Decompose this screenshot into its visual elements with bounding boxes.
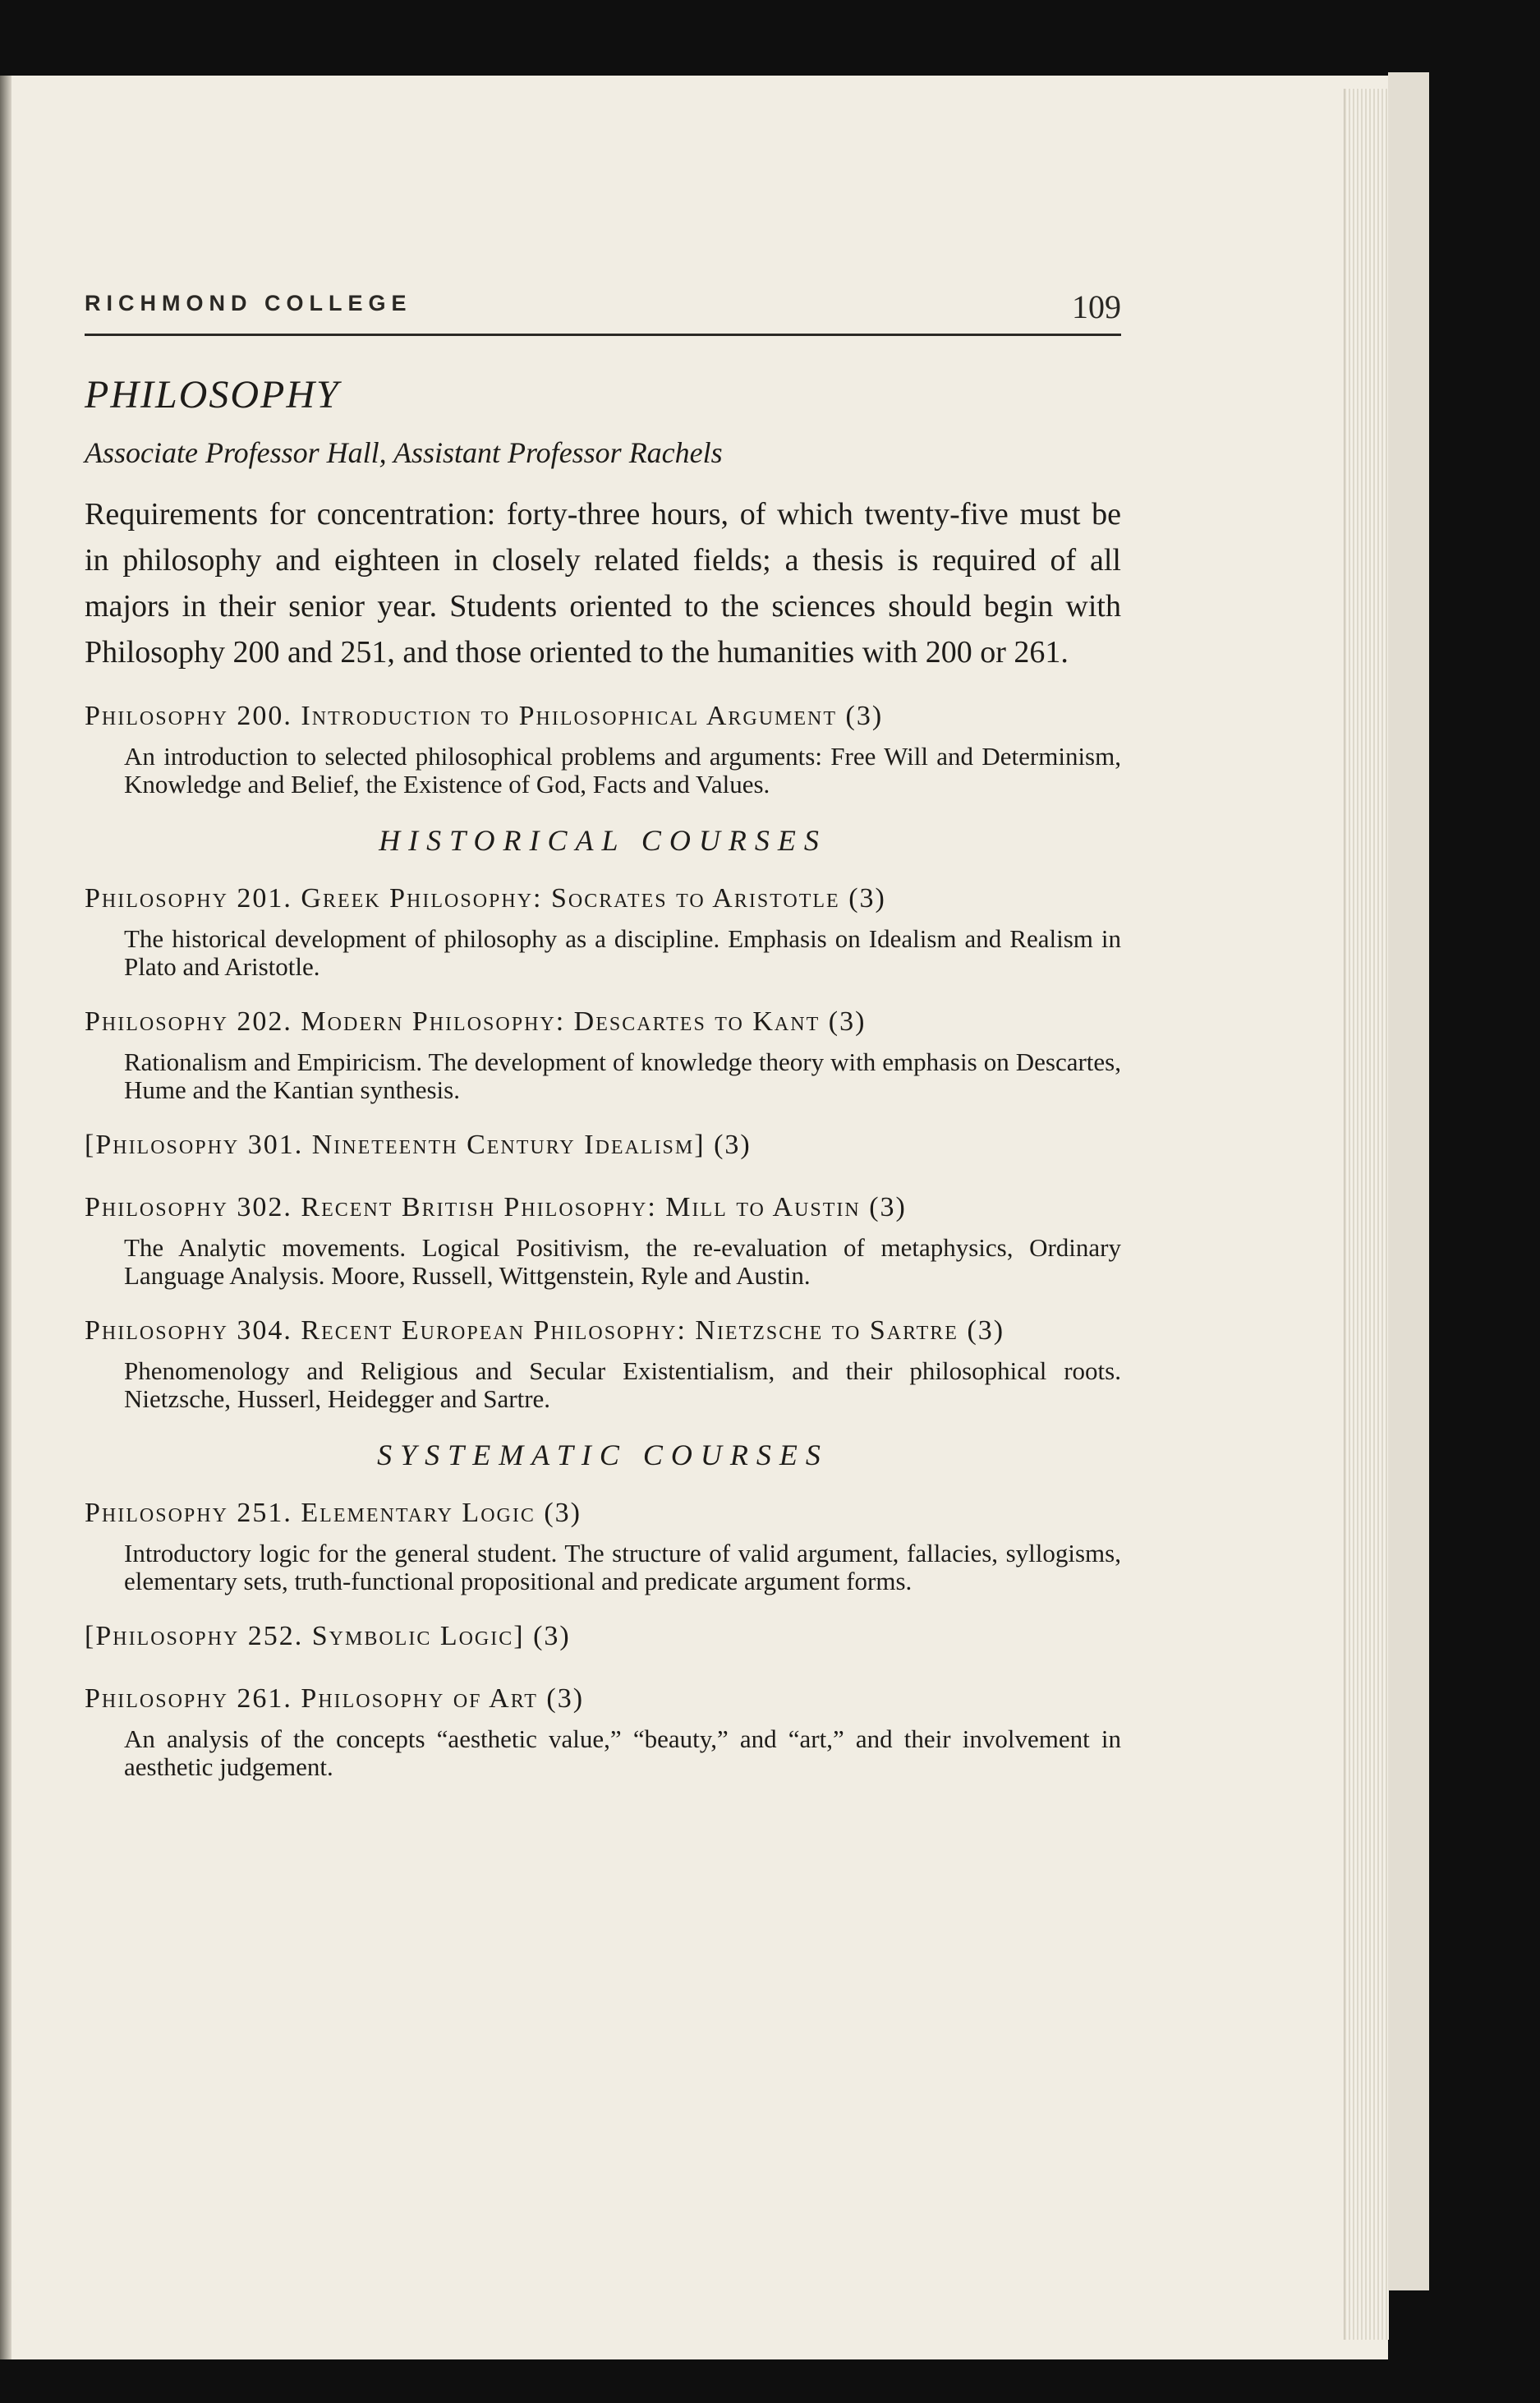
course-title: Philosophy 304. Recent European Philosophy: Nietzsche to Sartre (3) bbox=[85, 1315, 1005, 1346]
course-title: Philosophy 201. Greek Philosophy: Socrates to Aristotle (3) bbox=[85, 883, 886, 914]
requirements-paragraph: Requirements for concentration: forty-three hours, of which twenty-five must be in philosophy and eighteen in closely related fields; a thesis is required of all majors in their senior year. Students oriented to the sciences should begin with Philosophy 200 and 251, and those oriented to the humanities with 200 or 261. bbox=[85, 497, 1121, 670]
course-entry bbox=[85, 1124, 1121, 1167]
course-entry bbox=[85, 877, 1121, 981]
book-block-edge bbox=[1388, 72, 1429, 2290]
course-description: An analysis of the concepts “aesthetic value,” “beauty,” and “art,” and their involvement in aesthetic judgement. bbox=[124, 1724, 1121, 1781]
faculty-line: Associate Professor Hall, Assistant Professor Rachels bbox=[85, 436, 723, 469]
page-number: 109 bbox=[1072, 288, 1121, 325]
page-content bbox=[85, 288, 1121, 1781]
course-description: Rationalism and Empiricism. The development of knowledge theory with emphasis on Descartes, Hume and the Kantian synthesis. bbox=[124, 1047, 1121, 1104]
course-entry bbox=[85, 1615, 1121, 1658]
course-title: Philosophy 202. Modern Philosophy: Descartes to Kant (3) bbox=[85, 1006, 867, 1037]
course-entry bbox=[85, 1492, 1121, 1595]
course-entry bbox=[85, 1186, 1121, 1290]
section-heading-systematic: SYSTEMATIC COURSES bbox=[377, 1439, 829, 1471]
page-binding-shadow bbox=[0, 76, 11, 2359]
course-description: An introduction to selected philosophical problems and arguments: Free Will and Determinism, Knowledge and Belief, the Existence of God, Facts and Values. bbox=[124, 742, 1121, 799]
section-heading-historical: HISTORICAL COURSES bbox=[379, 824, 827, 857]
course-entry bbox=[85, 1310, 1121, 1413]
course-description: Introductory logic for the general student. The structure of valid argument, fallacies, syllogisms, elementary sets, truth-functional propositional and predicate argument forms. bbox=[124, 1539, 1121, 1595]
course-title: Philosophy 251. Elementary Logic (3) bbox=[85, 1498, 582, 1528]
running-head: RICHMOND COLLEGE bbox=[85, 291, 412, 315]
course-entry bbox=[85, 1678, 1121, 1781]
course-title: Philosophy 261. Philosophy of Art (3) bbox=[85, 1683, 585, 1714]
department-title: PHILOSOPHY bbox=[85, 373, 340, 417]
course-description: The Analytic movements. Logical Positivism, the re-evaluation of metaphysics, Ordinary Language Analysis. Moore, Russell, Wittgenstein, Ryle and Austin. bbox=[124, 1233, 1121, 1290]
course-description: The historical development of philosophy as a discipline. Emphasis on Idealism and Realism in Plato and Aristotle. bbox=[124, 924, 1121, 981]
course-title: [Philosophy 252. Symbolic Logic] (3) bbox=[85, 1621, 571, 1651]
course-entry bbox=[85, 695, 1121, 799]
running-header bbox=[85, 288, 1121, 336]
course-description: Phenomenology and Religious and Secular Existentialism, and their philosophical roots. Nietzsche, Husserl, Heidegger and Sartre. bbox=[124, 1356, 1121, 1413]
page-stack-edges bbox=[1344, 89, 1389, 2340]
course-title: Philosophy 200. Introduction to Philosophical Argument (3) bbox=[85, 701, 884, 731]
course-entry bbox=[85, 1001, 1121, 1104]
course-title: Philosophy 302. Recent British Philosophy: Mill to Austin (3) bbox=[85, 1192, 907, 1222]
course-title: [Philosophy 301. Nineteenth Century Idealism] (3) bbox=[85, 1130, 752, 1160]
